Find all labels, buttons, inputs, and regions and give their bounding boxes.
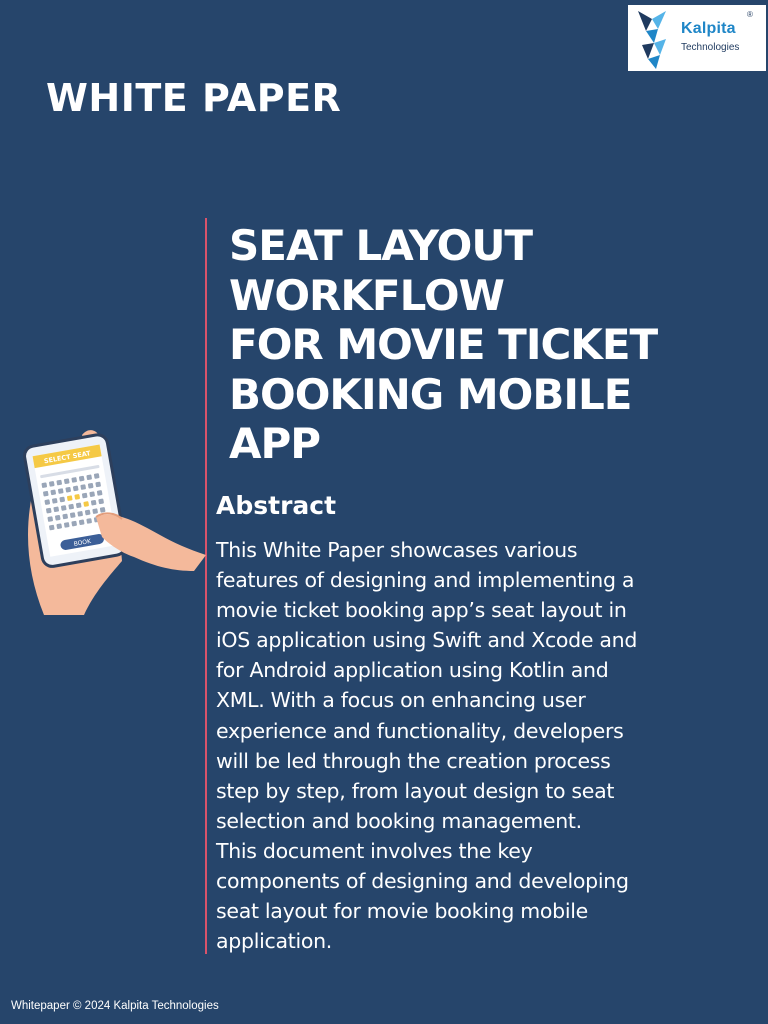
seat-icon: [77, 511, 83, 517]
seat-icon: [95, 482, 101, 488]
seat-icon: [67, 495, 73, 501]
abstract-line: XML. With a focus on enhancing user: [216, 688, 586, 713]
abstract-line: This document involves the key: [216, 838, 533, 863]
seat-icon: [70, 512, 76, 518]
phone-seat-booking-illustration: [18, 425, 208, 620]
seat-icon: [49, 525, 55, 531]
seat-icon: [85, 510, 91, 516]
abstract-line: experience and functionality, developers: [216, 718, 624, 743]
seat-icon: [62, 514, 68, 520]
title-line: APP: [229, 419, 321, 468]
document-type-label: WHITE PAPER: [46, 76, 342, 120]
seat-icon: [44, 499, 50, 505]
abstract-line: seat layout for movie booking mobile: [216, 899, 588, 924]
abstract-line: selection and booking management.: [216, 808, 582, 833]
abstract-body: [216, 535, 756, 956]
seat-icon: [52, 498, 58, 504]
abstract-heading: Abstract: [216, 491, 337, 520]
seat-icon: [79, 519, 85, 525]
seat-icon: [86, 518, 92, 524]
seat-icon: [58, 488, 64, 494]
kalpita-logo-icon: [636, 9, 670, 71]
seat-icon: [80, 484, 86, 490]
abstract-line: will be led through the creation process: [216, 748, 611, 773]
abstract-line: features of designing and implementing a: [216, 568, 635, 593]
title-line: BOOKING MOBILE: [229, 369, 632, 419]
seat-icon: [59, 497, 65, 503]
seat-icon: [82, 493, 88, 499]
seat-icon: [89, 491, 95, 497]
seat-icon: [61, 505, 67, 511]
seat-icon: [64, 478, 70, 484]
seat-icon: [43, 491, 49, 497]
seat-icon: [46, 508, 52, 514]
seat-icon: [86, 474, 92, 480]
abstract-line: This White Paper showcases various: [216, 538, 578, 562]
seat-icon: [79, 476, 85, 482]
abstract-line: components of designing and developing: [216, 869, 629, 894]
illustration-book-button: BOOK: [73, 538, 92, 548]
logo-name: Kalpita: [681, 20, 736, 37]
seat-icon: [68, 504, 74, 510]
seat-icon: [53, 506, 59, 512]
registered-mark: ®: [747, 10, 753, 19]
seat-icon: [98, 498, 104, 504]
seat-icon: [92, 508, 98, 514]
seat-icon: [64, 522, 70, 528]
seat-icon: [55, 515, 61, 521]
seat-icon: [88, 483, 94, 489]
abstract-line: application.: [216, 929, 332, 954]
illustration-screen-header: SELECT SEAT: [43, 449, 92, 466]
seat-icon: [47, 516, 53, 522]
footer-copyright: Whitepaper © 2024 Kalpita Technologies: [11, 1000, 219, 1012]
seat-icon: [94, 473, 100, 479]
abstract-line: movie ticket booking app’s seat layout in: [216, 598, 627, 623]
abstract-line: for Android application using Kotlin and: [216, 658, 609, 683]
logo-subtitle: Technologies: [681, 42, 740, 53]
seat-icon: [74, 494, 80, 500]
title-line: FOR MOVIE TICKET: [229, 320, 658, 369]
seat-icon: [56, 480, 62, 486]
title-line: SEAT LAYOUT: [229, 221, 533, 270]
abstract-line: iOS application using Swift and Xcode and: [216, 628, 638, 653]
seat-icon: [91, 500, 97, 506]
company-logo: [628, 5, 766, 71]
document-title: [229, 221, 749, 469]
seat-icon: [83, 501, 89, 507]
seat-icon: [71, 521, 77, 527]
seat-icon: [76, 502, 82, 508]
seat-icon: [56, 523, 62, 529]
abstract-line: step by step, from layout design to seat: [216, 778, 615, 803]
seat-icon: [100, 507, 106, 513]
seat-icon: [50, 489, 56, 495]
seat-icon: [65, 487, 71, 493]
seat-icon: [41, 482, 47, 488]
seat-icon: [73, 485, 79, 491]
seat-icon: [71, 477, 77, 483]
title-line: WORKFLOW: [229, 270, 504, 320]
seat-icon: [97, 490, 103, 496]
seat-icon: [49, 481, 55, 487]
